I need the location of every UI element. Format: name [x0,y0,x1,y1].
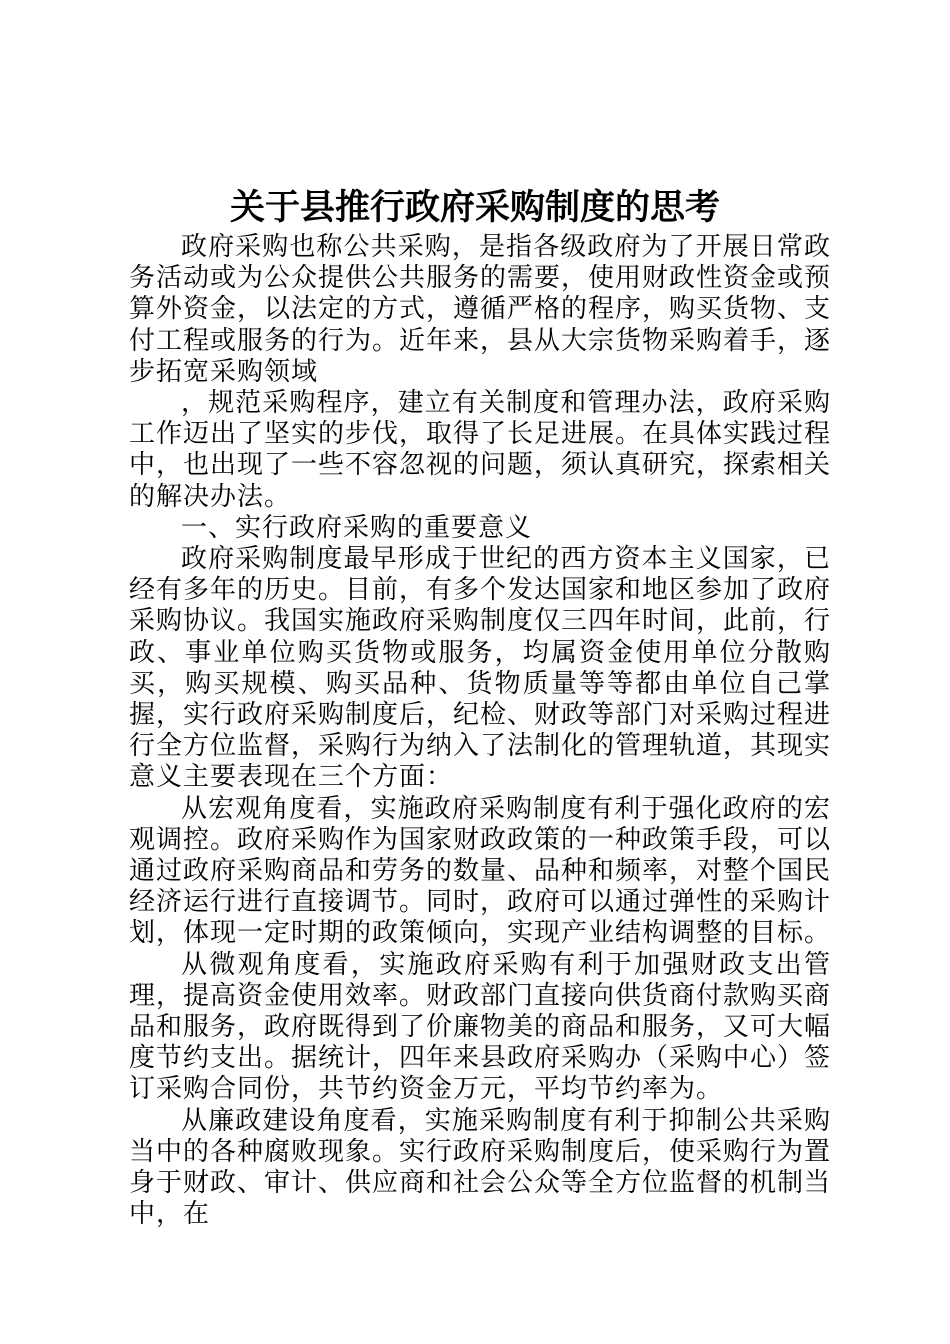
paragraph-macro: 从宏观角度看，实施政府采购制度有利于强化政府的宏观调控。政府采购作为国家财政政策的一种政策手段，可以通过政府采购商品和劳务的数量、品种和频率，对整个国民经济运行进行直接调节。同时，政府可以通过弹性的采购计划，体现一定时期的政策倾向，实现产业结构调整的目标。 [129,793,832,949]
paragraph-intro: 政府采购也称公共采购，是指各级政府为了开展日常政务活动或为公众提供公共服务的需要，使用财政性资金或预算外资金，以法定的方式，遵循严格的程序，购买货物、支付工程或服务的行为。近年来，县从大宗货物采购着手，逐步拓宽采购领域 [129,232,832,387]
paragraph-integrity: 从廉政建设角度看，实施采购制度有利于抑制公共采购当中的各种腐败现象。实行政府采购制度后，使采购行为置身于财政、审计、供应商和社会公众等全方位监督的机制当中，在 [129,1105,832,1230]
paragraph-micro: 从微观角度看，实施政府采购有利于加强财政支出管理，提高资金使用效率。财政部门直接向供货商付款购买商品和服务，政府既得到了价廉物美的商品和服务，又可大幅度节约支出。据统计，四年来县政府采购办（采购中心）签订采购合同份，共节约资金万元，平均节约率为。 [129,949,832,1105]
document-title: 关于县推行政府采购制度的思考 [229,187,720,228]
paragraph-history: 政府采购制度最早形成于世纪的西方资本主义国家，已经有多年的历史。目前，有多个发达国家和地区参加了政府采购协议。我国实施政府采购制度仅三四年时间，此前，行政、事业单位购买货物或服务，均属资金使用单位分散购买，购买规模、购买品种、货物质量等等都由单位自己掌握，实行政府采购制度后，纪检、财政等部门对采购过程进行全方位监督，采购行为纳入了法制化的管理轨道，其现实意义主要表现在三个方面： [129,544,832,793]
paragraph-intro-continued: ，规范采购程序，建立有关制度和管理办法，政府采购工作迈出了坚实的步伐，取得了长足进展。在具体实践过程中，也出现了一些不容忽视的问题，须认真研究，探索相关的解决办法。 [129,388,832,512]
section-heading: 一、实行政府采购的重要意义 [181,512,533,543]
document-body [129,232,831,1231]
